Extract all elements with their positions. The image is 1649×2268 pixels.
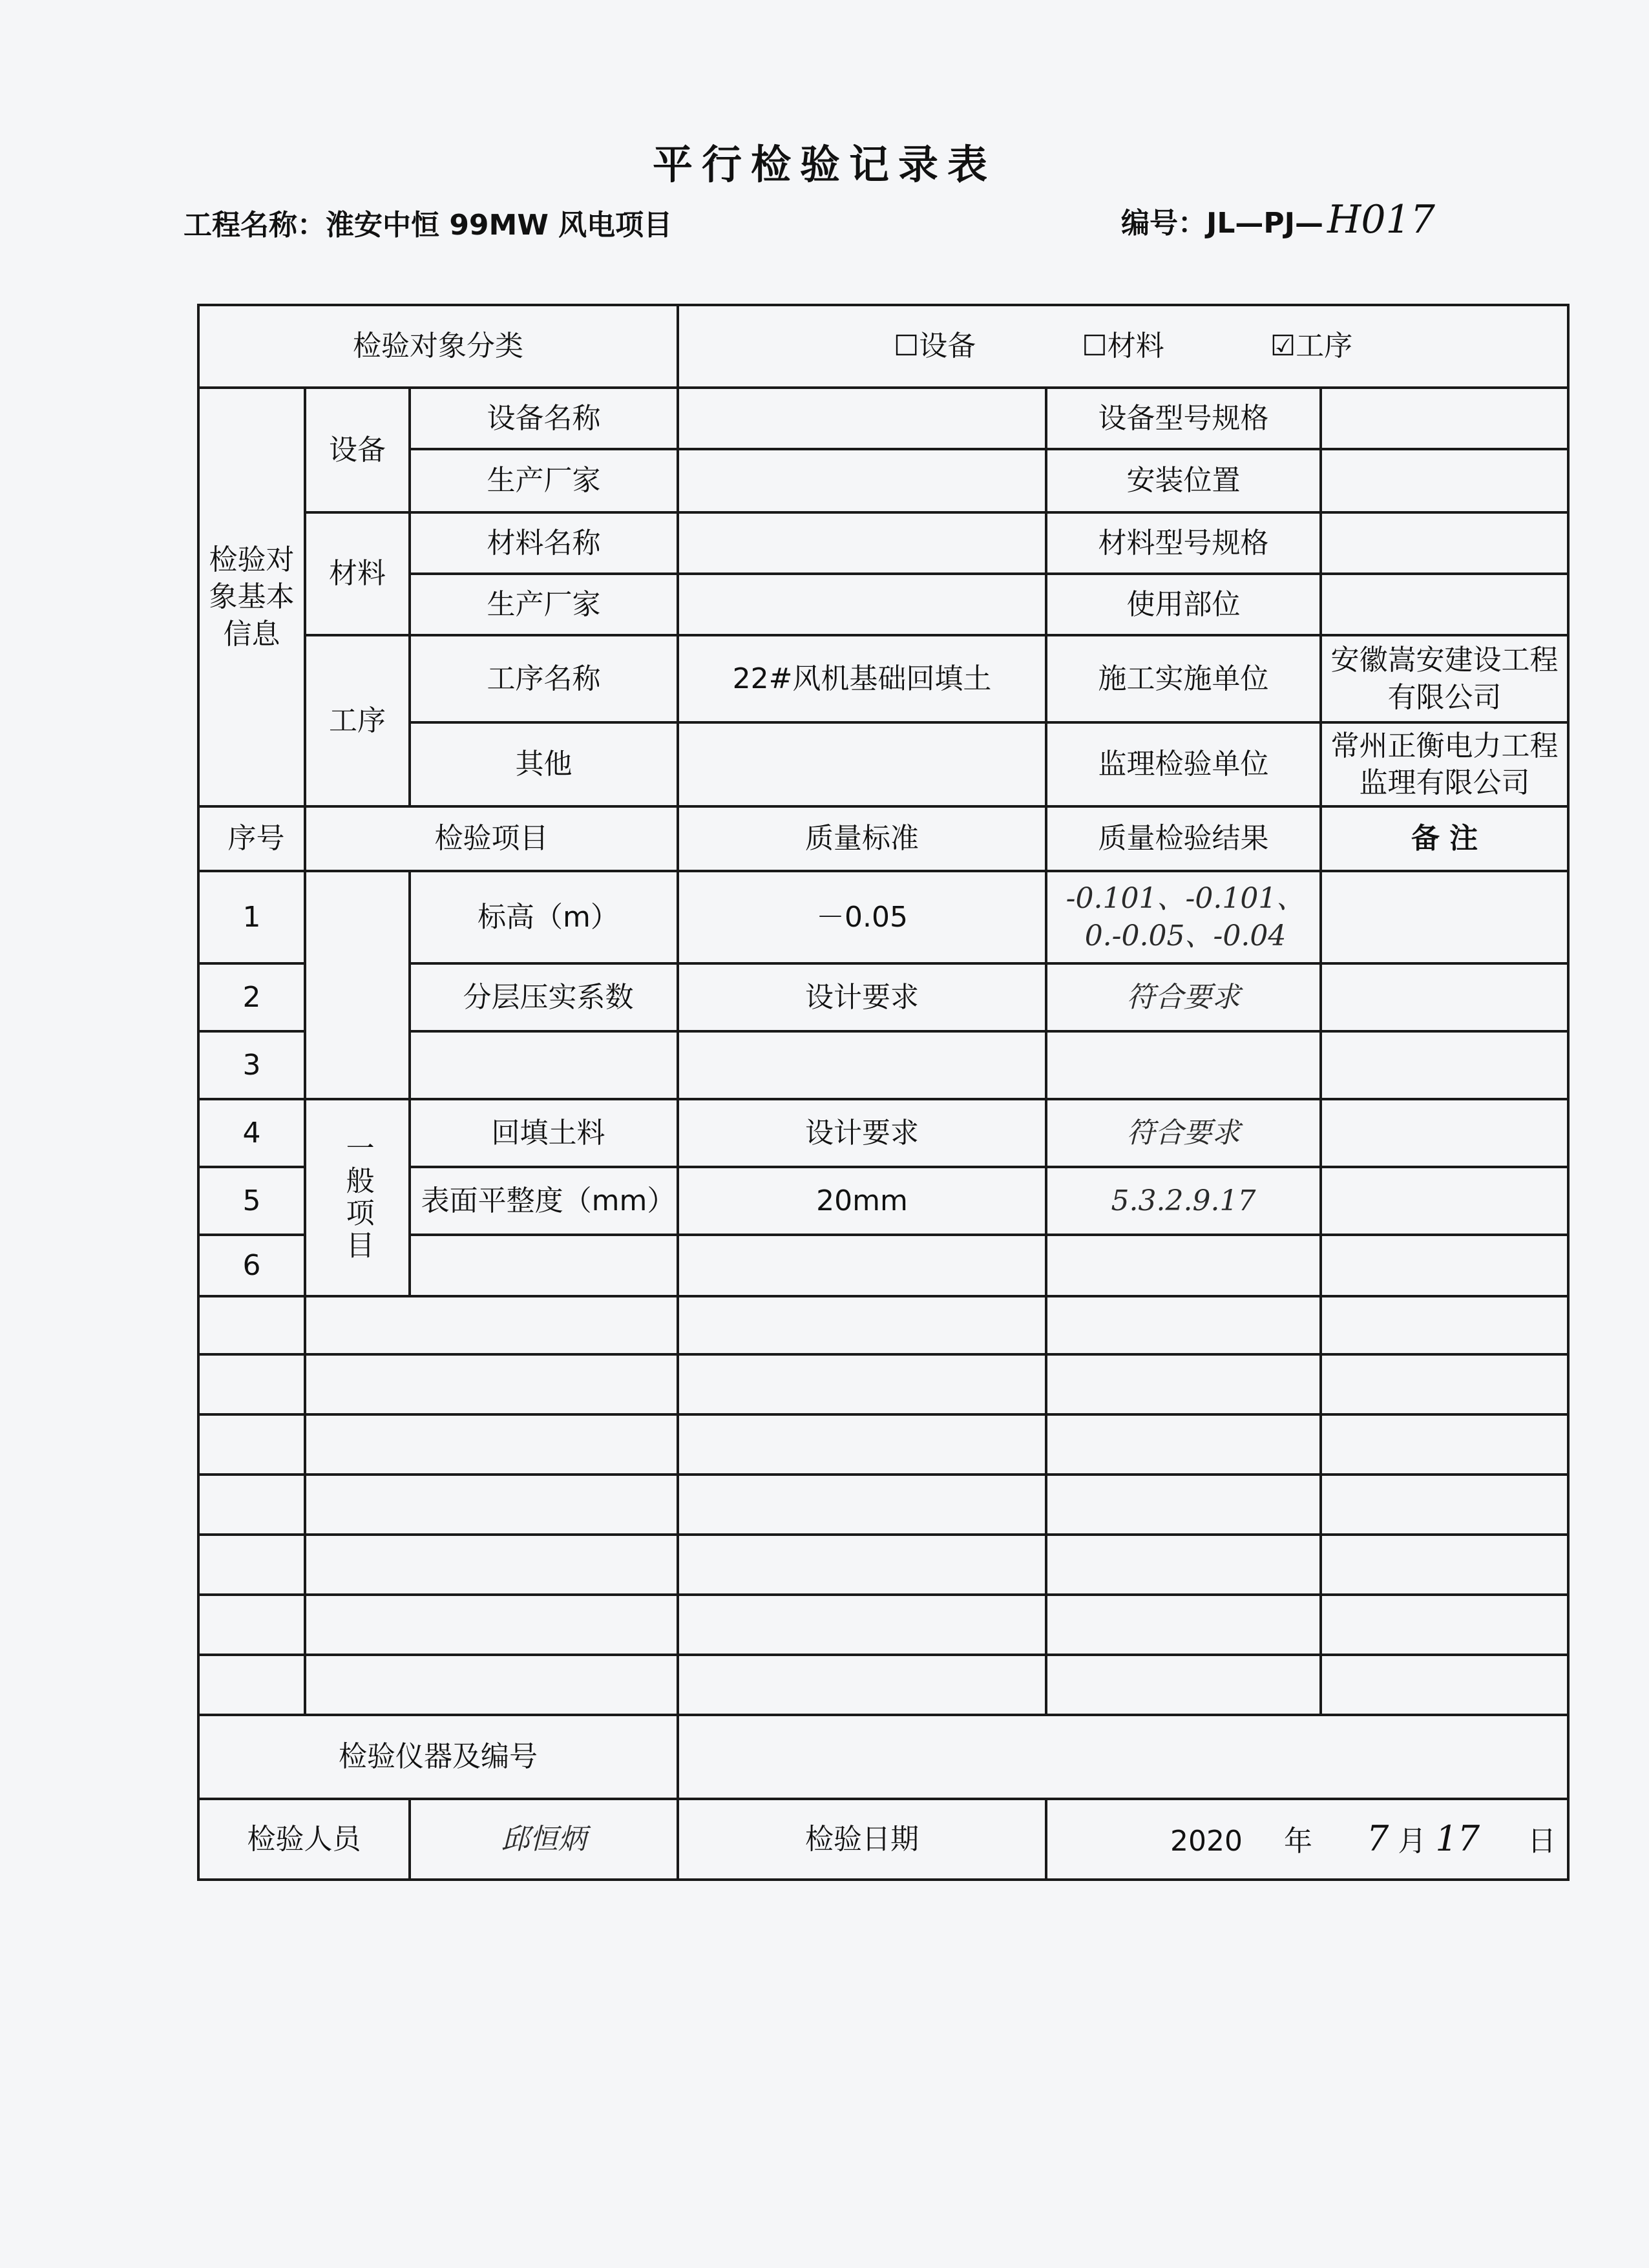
row-standard: 设计要求 [678,1099,1046,1167]
date-month: 7 [1367,1818,1389,1860]
date-month-unit: 月 [1398,1825,1427,1858]
row-seq: 6 [198,1235,305,1296]
blank-standard [678,1655,1046,1715]
standard-header: 质量标准 [678,806,1046,871]
blank-result [1046,1354,1321,1414]
other-label: 其他 [410,722,678,806]
blank-remark [1321,1535,1568,1595]
document-number [1121,197,1435,242]
row-remark [1321,1031,1568,1099]
process-name-label: 工序名称 [410,635,678,722]
material-maker-label: 生产厂家 [410,574,678,635]
material-name-label: 材料名称 [410,512,678,574]
row-remark [1321,1235,1568,1296]
result-header: 质量检验结果 [1046,806,1321,871]
row-result: -0.101、-0.101、0.-0.05、-0.04 [1046,871,1321,963]
row-remark [1321,1099,1568,1167]
blank-item [305,1655,678,1715]
row-remark [1321,871,1568,963]
blank-remark [1321,1296,1568,1354]
option-equipment-checkbox[interactable]: ☐设备 [893,330,976,363]
table-row [198,1099,1568,1167]
blank-standard [678,1535,1046,1595]
blank-remark [1321,1655,1568,1715]
main-items-label [305,871,410,1099]
row-remark [1321,1167,1568,1235]
construction-unit-label: 施工实施单位 [1046,635,1321,722]
blank-remark [1321,1414,1568,1475]
material-part-value [1321,574,1568,635]
supervisor-unit-label: 监理检验单位 [1046,722,1321,806]
material-name-value [678,512,1046,574]
basic-info-label: 检验对象基本信息 [198,388,305,806]
table-row [198,1414,1568,1475]
blank-remark [1321,1595,1568,1655]
blank-item [305,1475,678,1535]
row-result [1046,1031,1321,1099]
blank-seq [198,1296,305,1354]
blank-standard [678,1354,1046,1414]
blank-result [1046,1535,1321,1595]
row-standard: 设计要求 [678,963,1046,1031]
equipment-name-label: 设备名称 [410,388,678,449]
row-seq: 1 [198,871,305,963]
general-items-label: 一般项目 [305,1099,410,1296]
other-value [678,722,1046,806]
blank-result [1046,1655,1321,1715]
row-result: 符合要求 [1046,963,1321,1031]
table-row [198,1655,1568,1715]
blank-seq [198,1595,305,1655]
material-group-label: 材料 [305,512,410,635]
blank-item [305,1535,678,1595]
blank-result [1046,1414,1321,1475]
table-row [198,1354,1568,1414]
equipment-model-value [1321,388,1568,449]
row-result: 符合要求 [1046,1099,1321,1167]
inspector-signature: 邱恒炳 [410,1799,678,1880]
instrument-label: 检验仪器及编号 [198,1715,678,1799]
process-group-label: 工序 [305,635,410,806]
blank-seq [198,1655,305,1715]
equipment-name-value [678,388,1046,449]
material-model-value [1321,512,1568,574]
row-item: 回填土料 [410,1099,678,1167]
blank-item [305,1296,678,1354]
blank-standard [678,1595,1046,1655]
classification-label: 检验对象分类 [198,305,678,388]
inspection-table [197,304,1570,1881]
blank-remark [1321,1354,1568,1414]
seq-header: 序号 [198,806,305,871]
construction-unit-value: 安徽嵩安建设工程有限公司 [1321,635,1568,722]
row-item: 分层压实系数 [410,963,678,1031]
project-name: 工程名称：淮安中恒 99MW 风电项目 [184,209,673,242]
material-model-label: 材料型号规格 [1046,512,1321,574]
blank-seq [198,1414,305,1475]
number-label: 编号：JL—PJ— [1121,207,1324,240]
row-standard [678,1031,1046,1099]
material-maker-value [678,574,1046,635]
blank-result [1046,1296,1321,1354]
date-year: 2020 [1170,1825,1243,1858]
classification-options [678,305,1568,388]
blank-standard [678,1296,1046,1354]
equipment-location-value [1321,449,1568,512]
row-seq: 5 [198,1167,305,1235]
blank-result [1046,1595,1321,1655]
table-row [198,1595,1568,1655]
supervisor-unit-value: 常州正衡电力工程监理有限公司 [1321,722,1568,806]
row-item [410,1031,678,1099]
row-seq: 3 [198,1031,305,1099]
row-result: 5.3.2.9.17 [1046,1167,1321,1235]
instrument-value [678,1715,1568,1799]
date-label: 检验日期 [678,1799,1046,1880]
option-process-checkbox[interactable]: ☑工序 [1270,330,1353,363]
date-day-unit: 日 [1528,1825,1557,1858]
equipment-location-label: 安装位置 [1046,449,1321,512]
page-title: 平行检验记录表 [652,141,996,188]
number-handwritten: H017 [1327,197,1435,242]
blank-seq [198,1535,305,1595]
material-part-label: 使用部位 [1046,574,1321,635]
row-seq: 2 [198,963,305,1031]
item-header: 检验项目 [305,806,678,871]
row-result [1046,1235,1321,1296]
row-remark [1321,963,1568,1031]
inspector-label: 检验人员 [198,1799,410,1880]
blank-seq [198,1354,305,1414]
table-row [198,1475,1568,1535]
equipment-maker-label: 生产厂家 [410,449,678,512]
remark-header: 备 注 [1321,806,1568,871]
blank-result [1046,1475,1321,1535]
row-standard: －0.05 [678,871,1046,963]
blank-standard [678,1475,1046,1535]
option-material-checkbox[interactable]: ☐材料 [1082,330,1164,363]
blank-remark [1321,1475,1568,1535]
table-row [198,1535,1568,1595]
row-item: 表面平整度（mm） [410,1167,678,1235]
table-row [198,871,1568,963]
row-standard: 20mm [678,1167,1046,1235]
equipment-maker-value [678,449,1046,512]
table-row [198,1296,1568,1354]
date-value [1046,1799,1568,1880]
row-item: 标高（m） [410,871,678,963]
blank-item [305,1354,678,1414]
row-item [410,1235,678,1296]
date-day: 17 [1435,1818,1480,1860]
equipment-group-label: 设备 [305,388,410,512]
blank-item [305,1595,678,1655]
row-standard [678,1235,1046,1296]
equipment-model-label: 设备型号规格 [1046,388,1321,449]
date-year-unit: 年 [1284,1825,1312,1858]
blank-item [305,1414,678,1475]
blank-standard [678,1414,1046,1475]
blank-seq [198,1475,305,1535]
row-seq: 4 [198,1099,305,1167]
process-name-value: 22#风机基础回填土 [678,635,1046,722]
